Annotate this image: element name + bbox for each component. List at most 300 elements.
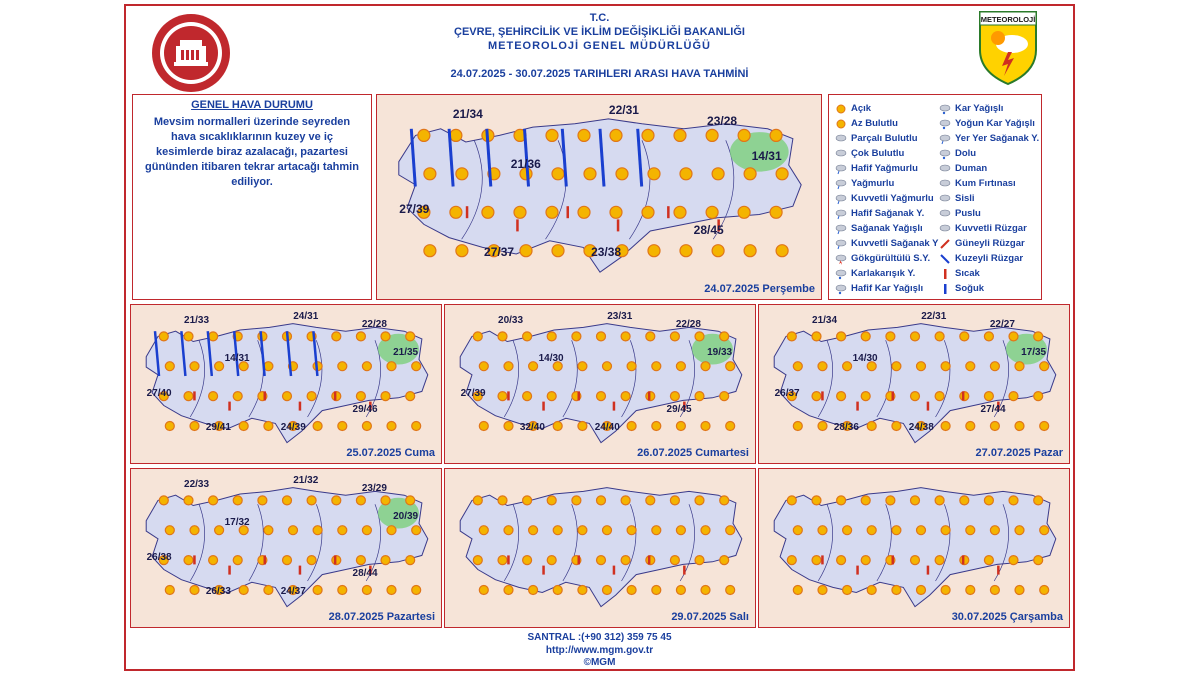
sun-icon <box>627 526 636 535</box>
sun-icon <box>381 496 390 505</box>
sun-icon <box>362 422 371 431</box>
sun-icon <box>332 332 341 341</box>
sun-icon <box>676 362 685 371</box>
sun-icon <box>726 362 735 371</box>
temperature-label: 23/31 <box>607 311 633 323</box>
map-date: 29.07.2025 Salı <box>671 611 749 623</box>
sun-icon <box>498 392 507 401</box>
hot-icon <box>617 219 620 231</box>
map-date: 25.07.2025 Cuma <box>346 447 435 459</box>
forecast-map-5 <box>130 468 442 628</box>
sun-icon <box>553 586 562 595</box>
footer-url[interactable]: http://www.mgm.gov.tr <box>545 645 654 656</box>
sun-icon <box>356 392 365 401</box>
sun-icon <box>960 496 969 505</box>
hot-icon <box>567 206 570 218</box>
sun-icon <box>406 392 415 401</box>
legend-label: Kuzeyli Rüzgar <box>955 253 1024 264</box>
hot-icon <box>542 402 545 411</box>
sun-icon <box>835 103 847 115</box>
ministry-emblem-icon <box>150 12 232 94</box>
legend-label: Hafif Kar Yağışlı <box>851 283 924 294</box>
legend-item <box>835 101 938 116</box>
sun-icon <box>283 556 292 565</box>
temperature-label: 14/30 <box>538 353 564 364</box>
sun-icon <box>479 362 488 371</box>
sun-icon <box>504 362 513 371</box>
sun-icon <box>547 392 556 401</box>
legend-label: Karlakarışık Y. <box>851 268 916 279</box>
partly-cloudy-icon <box>835 133 847 145</box>
temperature-label: 14/30 <box>852 353 878 364</box>
north-wind-icon <box>939 253 951 265</box>
sun-icon <box>627 586 636 595</box>
sun-icon <box>911 392 920 401</box>
legend-label: Sisli <box>955 193 975 204</box>
temperature-label: 28/44 <box>352 568 378 580</box>
sun-icon <box>720 556 729 565</box>
temperature-label: 21/32 <box>293 475 319 487</box>
sun-icon <box>701 362 710 371</box>
sun-icon <box>695 556 704 565</box>
sun-icon <box>165 362 174 371</box>
sun-icon <box>520 245 532 257</box>
sun-icon <box>1009 496 1018 505</box>
temperature-label: 20/33 <box>498 314 524 326</box>
hot-icon <box>997 566 1000 575</box>
turkey-map-7 <box>759 469 1070 628</box>
hot-icon <box>264 555 267 564</box>
sun-icon <box>1034 332 1043 341</box>
sun-icon <box>837 392 846 401</box>
sun-icon <box>264 422 273 431</box>
south-wind-icon <box>939 238 951 250</box>
temperature-label: 21/36 <box>510 156 541 171</box>
temperature-label: 28/45 <box>693 222 724 237</box>
sun-icon <box>523 496 532 505</box>
sun-icon <box>362 586 371 595</box>
header-period: 24.07.2025 - 30.07.2025 TARIHLERI ARASI HAVA TAHMİNİ <box>450 68 749 80</box>
legend-item <box>939 116 1039 131</box>
sun-icon <box>338 422 347 431</box>
sun-icon <box>514 206 526 218</box>
forecast-map-1 <box>376 94 822 300</box>
sun-icon <box>621 332 630 341</box>
sun-icon <box>941 586 950 595</box>
sun-icon <box>356 496 365 505</box>
hot-icon <box>578 391 581 400</box>
sun-icon <box>523 332 532 341</box>
sun-icon <box>381 332 390 341</box>
sun-icon <box>597 332 606 341</box>
rain-icon <box>835 178 847 190</box>
hot-icon <box>892 555 895 564</box>
temperature-label: 21/34 <box>452 107 483 122</box>
map-date: 28.07.2025 Pazartesi <box>328 611 435 623</box>
sun-icon <box>776 245 788 257</box>
footer-copyright: ©MGM <box>583 657 616 668</box>
sun-icon <box>648 168 660 180</box>
hail-icon <box>939 148 951 160</box>
turkey-map-2 <box>131 305 442 464</box>
sun-icon <box>209 332 218 341</box>
sun-icon <box>356 556 365 565</box>
temperature-label: 26/37 <box>774 388 800 400</box>
haze-icon <box>939 208 951 220</box>
legend-label: Duman <box>955 163 988 174</box>
hot-icon <box>334 555 337 564</box>
meteoroloji-logo-text: METEOROLOJİ <box>980 15 1036 24</box>
sun-icon <box>917 362 926 371</box>
sun-icon <box>818 586 827 595</box>
sun-icon <box>387 362 396 371</box>
sun-icon <box>578 362 587 371</box>
legend-label: Sıcak <box>955 268 980 279</box>
sun-icon <box>793 362 802 371</box>
sun-icon <box>861 556 870 565</box>
hot-icon <box>578 555 581 564</box>
sun-icon <box>621 392 630 401</box>
turkey-map-5 <box>131 469 442 628</box>
sun-icon <box>504 586 513 595</box>
sun-icon <box>886 332 895 341</box>
hot-icon <box>264 391 267 400</box>
sun-icon <box>332 496 341 505</box>
sun-icon <box>233 496 242 505</box>
hot-icon <box>939 268 951 280</box>
sun-icon <box>233 556 242 565</box>
map-date: 27.07.2025 Pazar <box>975 447 1063 459</box>
header-directorate: METEOROLOJİ GENEL MÜDÜRLÜĞÜ <box>488 40 711 52</box>
sun-icon <box>578 422 587 431</box>
hot-icon <box>299 402 302 411</box>
temperature-label: 21/34 <box>812 314 838 326</box>
sun-icon <box>603 586 612 595</box>
sun-icon <box>818 362 827 371</box>
sun-icon <box>720 332 729 341</box>
sun-icon <box>984 392 993 401</box>
sun-icon <box>1040 362 1049 371</box>
forecast-frame <box>124 4 1075 671</box>
sun-icon <box>1034 496 1043 505</box>
sun-icon <box>935 332 944 341</box>
sun-icon <box>680 168 692 180</box>
sun-icon <box>184 556 193 565</box>
sun-icon <box>456 168 468 180</box>
hot-icon <box>856 566 859 575</box>
hot-icon <box>821 555 824 564</box>
legend-label: Kum Fırtınası <box>955 178 1016 189</box>
cold-icon <box>939 283 951 295</box>
temperature-label: 26/33 <box>205 585 231 597</box>
sun-icon <box>990 586 999 595</box>
sun-icon <box>597 556 606 565</box>
sun-icon <box>233 392 242 401</box>
sun-icon <box>479 526 488 535</box>
legend-label: Hafif Yağmurlu <box>851 163 918 174</box>
sun-icon <box>597 392 606 401</box>
sleet-icon <box>835 268 847 280</box>
hot-icon <box>516 219 519 231</box>
legend-item <box>835 206 938 221</box>
sun-icon <box>712 245 724 257</box>
legend-item <box>939 101 1039 116</box>
temperature-label: 21/35 <box>393 346 419 358</box>
thunder-icon <box>835 253 847 265</box>
sun-icon <box>215 362 224 371</box>
legend-label: Yağmurlu <box>851 178 895 189</box>
temperature-label: 22/31 <box>608 103 639 118</box>
sun-icon <box>941 422 950 431</box>
light-snow-icon <box>835 283 847 295</box>
sun-icon <box>984 556 993 565</box>
legend-label: Çok Bulutlu <box>851 148 905 159</box>
sun-icon <box>338 586 347 595</box>
legend-label: Kuvvetli Yağmurlu <box>851 193 934 204</box>
light-shower-icon <box>835 208 847 220</box>
sun-icon <box>165 586 174 595</box>
sun-icon <box>307 392 316 401</box>
general-weather-title: GENEL HAVA DURUMU <box>191 99 313 111</box>
sun-icon <box>523 556 532 565</box>
sun-icon <box>529 526 538 535</box>
map-date: 26.07.2025 Cumartesi <box>637 447 749 459</box>
legend-item <box>939 131 1039 146</box>
temperature-label: 23/38 <box>591 245 622 260</box>
sun-icon <box>892 526 901 535</box>
legend-label: Açık <box>851 103 872 114</box>
hot-icon <box>507 391 510 400</box>
sun-icon <box>1009 392 1018 401</box>
sun-icon <box>843 362 852 371</box>
legend-item <box>939 251 1039 266</box>
sun-icon <box>356 332 365 341</box>
temperature-label: 27/40 <box>146 388 172 400</box>
hot-icon <box>856 402 859 411</box>
legend-item <box>835 131 938 146</box>
sun-icon <box>892 422 901 431</box>
sun-icon <box>1040 586 1049 595</box>
sun-icon <box>184 332 193 341</box>
sun-icon <box>412 362 421 371</box>
sun-icon <box>479 422 488 431</box>
sun-icon <box>642 206 654 218</box>
sun-icon <box>695 496 704 505</box>
sun-icon <box>787 332 796 341</box>
hot-icon <box>667 206 670 218</box>
hot-icon <box>648 391 651 400</box>
legend-label: Parçalı Bulutlu <box>851 133 918 144</box>
legend-label: Güneyli Rüzgar <box>955 238 1025 249</box>
sun-icon <box>1034 392 1043 401</box>
sun-icon <box>209 392 218 401</box>
hot-icon <box>613 566 616 575</box>
temperature-label: 27/39 <box>399 202 430 217</box>
light-rain-icon <box>835 163 847 175</box>
sun-icon <box>935 496 944 505</box>
sun-icon <box>572 332 581 341</box>
sun-icon <box>787 556 796 565</box>
sun-icon <box>935 392 944 401</box>
sun-icon <box>597 496 606 505</box>
forecast-map-4 <box>758 304 1070 464</box>
legend-label: Kar Yağışlı <box>955 103 1004 114</box>
legend-item <box>835 161 938 176</box>
sun-icon <box>362 526 371 535</box>
sun-icon <box>652 362 661 371</box>
cloud-icon <box>835 148 847 160</box>
sun-icon <box>1015 422 1024 431</box>
sun-icon <box>307 496 316 505</box>
temperature-label: 32/40 <box>519 421 545 433</box>
temperature-label: 24/38 <box>908 421 934 433</box>
sun-icon <box>184 392 193 401</box>
sun-icon <box>652 422 661 431</box>
legend-item <box>835 221 938 236</box>
hot-icon <box>613 402 616 411</box>
hot-icon <box>334 391 337 400</box>
sun-icon <box>726 526 735 535</box>
temperature-label: 29/45 <box>666 404 692 416</box>
legend-item <box>835 191 938 206</box>
sun-icon <box>264 526 273 535</box>
temperature-label: 23/29 <box>361 483 387 495</box>
sun-icon <box>546 206 558 218</box>
sun-icon <box>695 392 704 401</box>
smoke-icon <box>939 163 951 175</box>
legend-label: Gökgürültülü S.Y. <box>851 253 931 264</box>
legend-item <box>939 206 1039 221</box>
hot-icon <box>927 566 930 575</box>
legend-item <box>835 281 938 296</box>
sun-icon <box>610 206 622 218</box>
sun-icon <box>387 422 396 431</box>
legend-label: Sağanak Yağışlı <box>851 223 923 234</box>
sun-icon <box>553 422 562 431</box>
sun-icon <box>529 586 538 595</box>
hot-icon <box>648 555 651 564</box>
temperature-label: 29/46 <box>352 404 378 416</box>
sun-icon <box>861 332 870 341</box>
sun-icon <box>412 422 421 431</box>
sun-icon <box>812 496 821 505</box>
hot-icon <box>892 391 895 400</box>
sun-icon <box>482 206 494 218</box>
sun-icon <box>313 586 322 595</box>
sun-icon <box>239 586 248 595</box>
sun-icon <box>552 168 564 180</box>
sun-icon <box>670 332 679 341</box>
sun-icon <box>1015 526 1024 535</box>
temperature-label: 14/31 <box>224 353 250 364</box>
sun-icon <box>911 556 920 565</box>
sun-icon <box>867 586 876 595</box>
legend-column-2 <box>939 101 1039 296</box>
sun-icon <box>990 362 999 371</box>
sun-icon <box>990 526 999 535</box>
legend-item <box>939 146 1039 161</box>
general-weather-text: Mevsim normalleri üzerinde seyreden hava sıcaklıklarının kuzey ve iç kesimlerde biraz azalacağı, pazartesi gününden itibaren tekrar artacağı tahmin ediliyor. <box>145 116 359 188</box>
sun-icon <box>837 496 846 505</box>
sun-icon <box>190 586 199 595</box>
sun-icon <box>209 556 218 565</box>
legend-item <box>939 161 1039 176</box>
sun-icon <box>289 526 298 535</box>
header-tc: T.C. <box>589 12 610 24</box>
hot-icon <box>927 402 930 411</box>
sun-icon <box>966 422 975 431</box>
sun-icon <box>338 362 347 371</box>
sun-icon <box>621 496 630 505</box>
temperature-label: 22/33 <box>184 478 210 490</box>
sun-icon <box>886 496 895 505</box>
legend-item <box>835 266 938 281</box>
sun-icon <box>652 526 661 535</box>
temperature-label: 24/31 <box>293 311 319 323</box>
sun-icon <box>424 245 436 257</box>
sun-icon <box>504 422 513 431</box>
legend-item <box>939 176 1039 191</box>
sun-icon <box>578 129 590 141</box>
hot-icon <box>821 391 824 400</box>
sun-icon <box>701 526 710 535</box>
sun-icon <box>387 586 396 595</box>
sun-icon <box>165 422 174 431</box>
sun-icon <box>990 422 999 431</box>
sun-icon <box>547 332 556 341</box>
sun-icon <box>547 556 556 565</box>
sun-cloud-icon <box>835 118 847 130</box>
sun-icon <box>456 245 468 257</box>
temperature-label: 17/32 <box>224 517 250 528</box>
sun-icon <box>837 332 846 341</box>
sun-icon <box>1015 362 1024 371</box>
sandstorm-icon <box>939 178 951 190</box>
sun-icon <box>935 556 944 565</box>
hot-icon <box>542 566 545 575</box>
sun-icon <box>837 556 846 565</box>
sun-icon <box>867 422 876 431</box>
sun-icon <box>818 526 827 535</box>
forecast-map-7 <box>758 468 1070 628</box>
legend-label: Hafif Sağanak Y. <box>851 208 925 219</box>
map-date: 30.07.2025 Çarşamba <box>951 611 1063 623</box>
sun-icon <box>603 526 612 535</box>
sun-icon <box>547 496 556 505</box>
sun-icon <box>184 496 193 505</box>
sun-icon <box>744 168 756 180</box>
sun-icon <box>812 332 821 341</box>
temperature-label: 27/39 <box>460 388 486 400</box>
sun-icon <box>911 496 920 505</box>
sun-icon <box>793 586 802 595</box>
sun-icon <box>941 362 950 371</box>
sun-icon <box>712 168 724 180</box>
sun-icon <box>406 332 415 341</box>
sun-icon <box>190 526 199 535</box>
legend-item <box>939 266 1039 281</box>
hot-icon <box>962 555 965 564</box>
sun-icon <box>572 496 581 505</box>
temperature-label: 24/40 <box>594 421 620 433</box>
sun-icon <box>283 392 292 401</box>
sun-icon <box>1009 332 1018 341</box>
sun-icon <box>578 586 587 595</box>
legend-label: Kuvvetli Sağanak Y <box>851 238 939 249</box>
legend-label: Puslu <box>955 208 981 219</box>
sun-icon <box>190 422 199 431</box>
sun-icon <box>450 206 462 218</box>
